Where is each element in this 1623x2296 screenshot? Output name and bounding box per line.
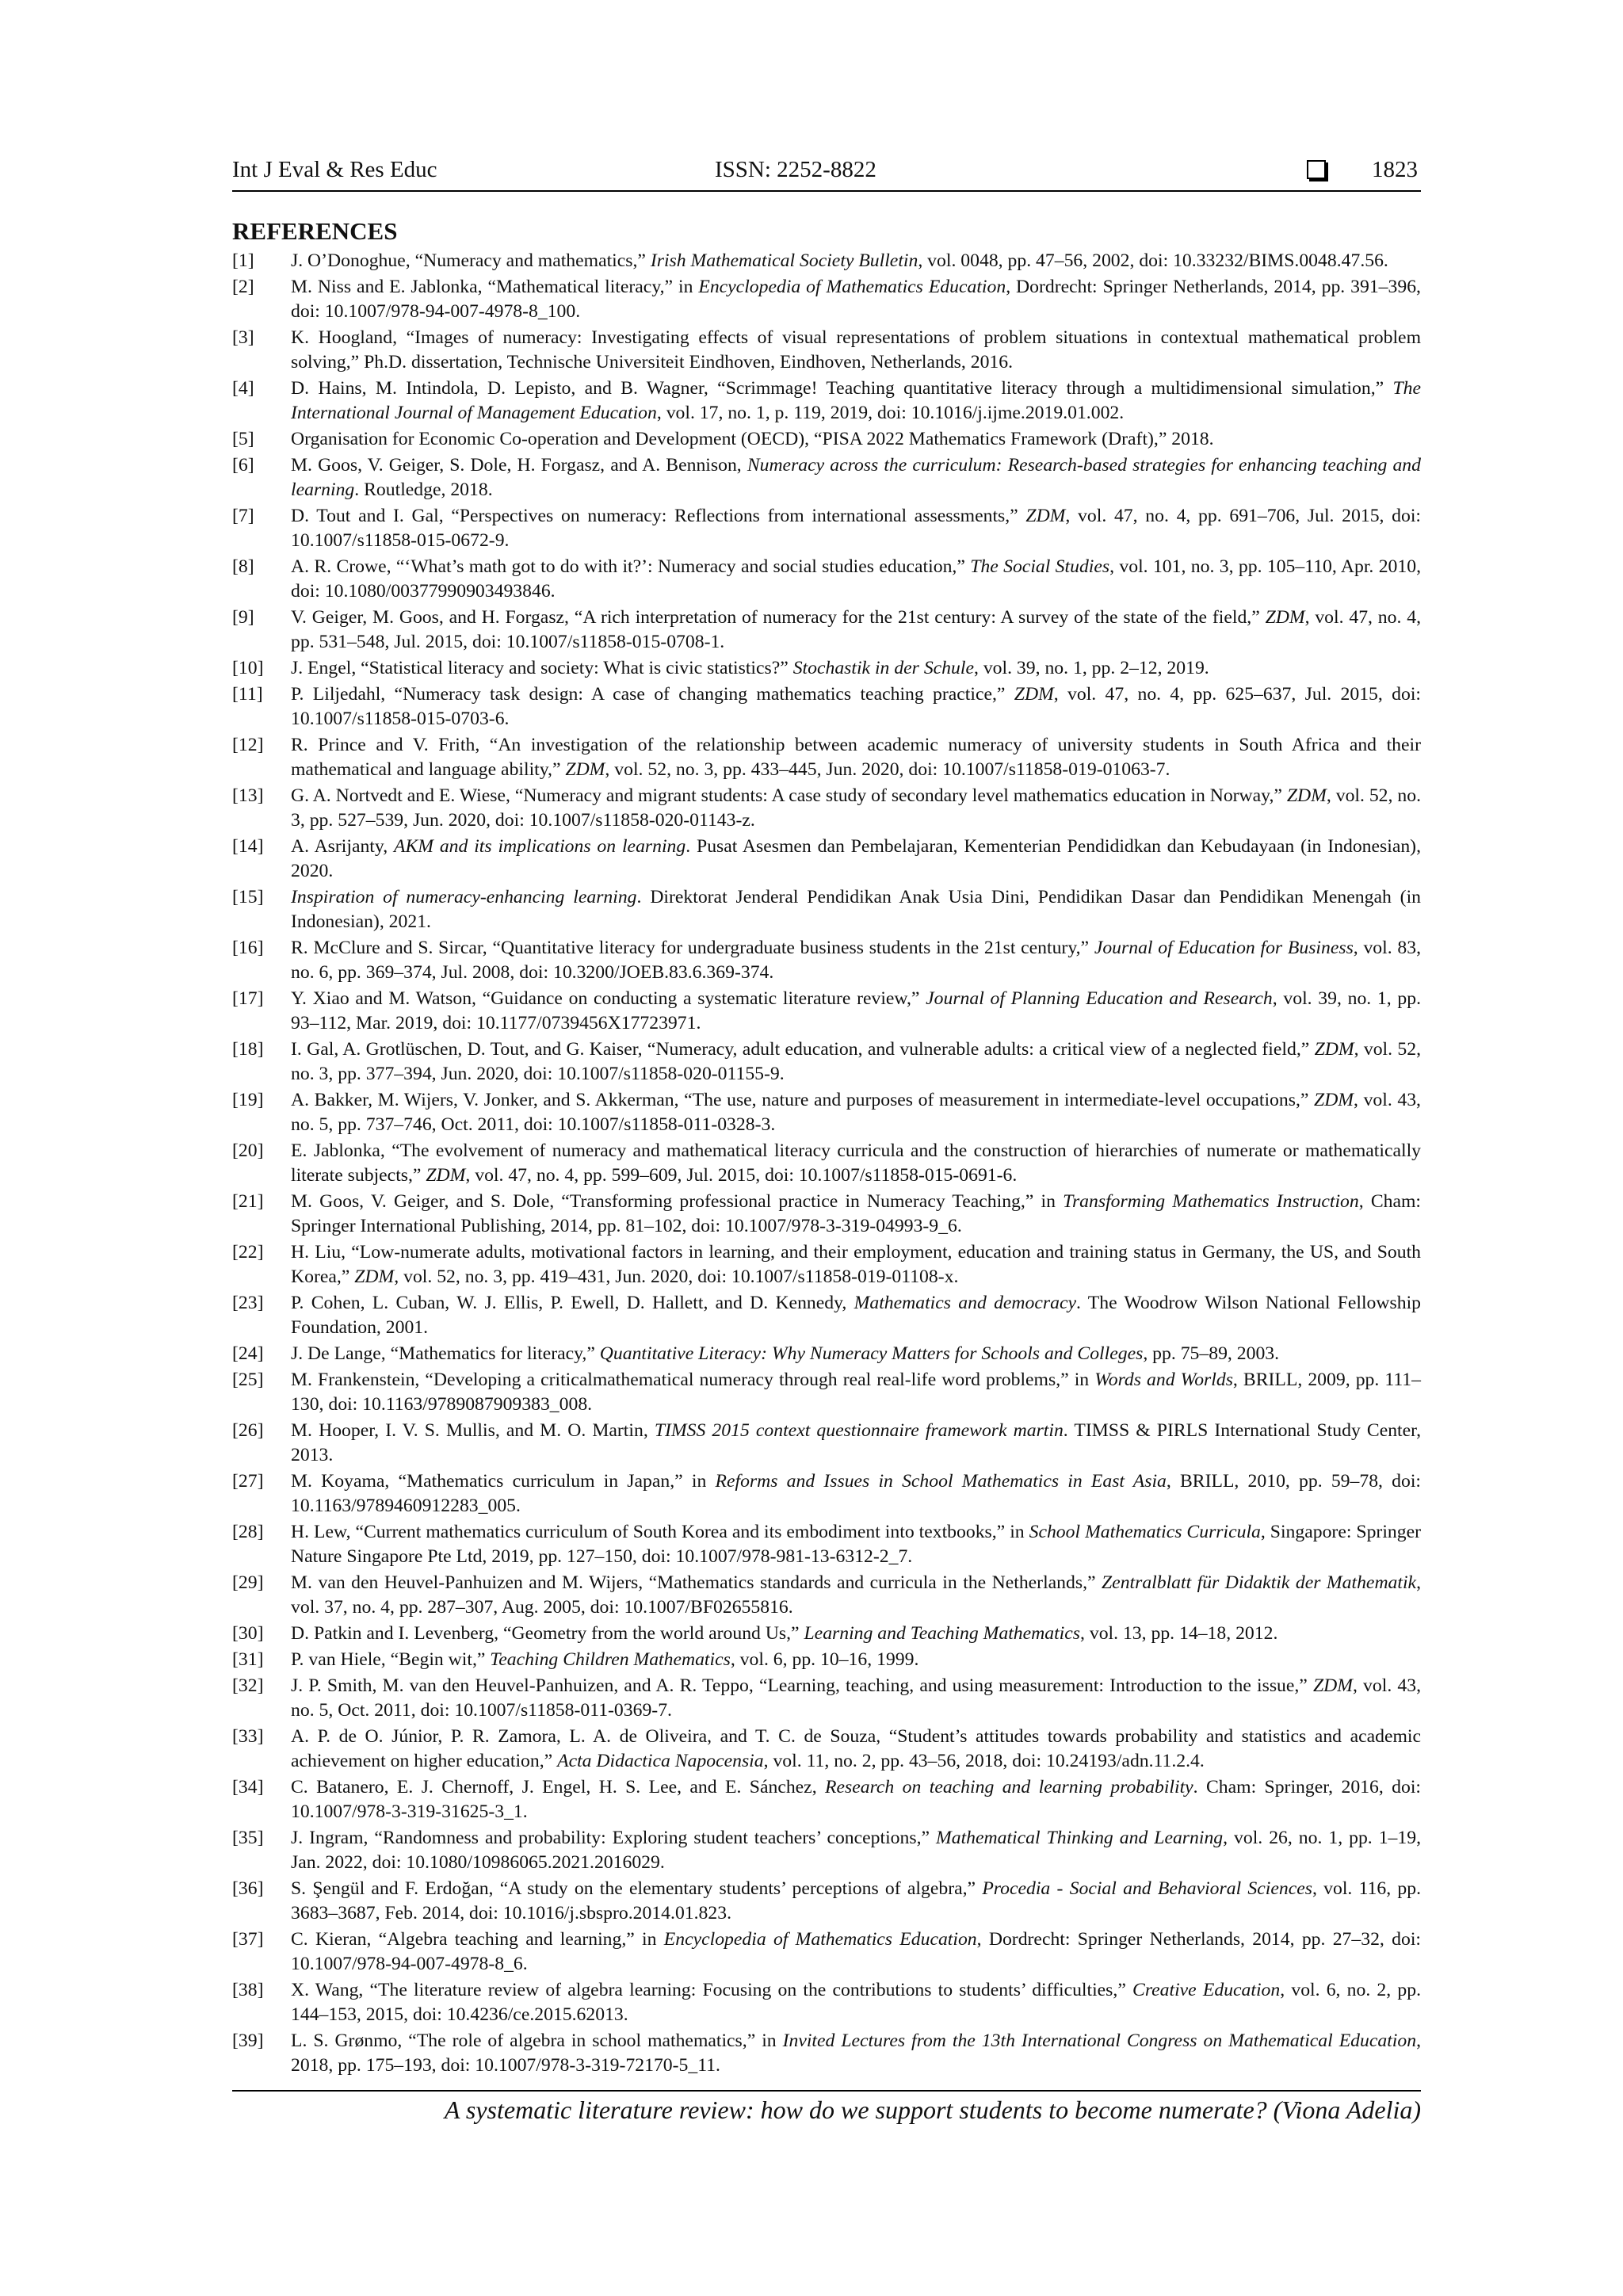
reference-item: [232, 555, 1421, 604]
reference-number: [32]: [232, 1675, 264, 1696]
reference-source-title: Stochastik in der Schule: [792, 658, 974, 678]
reference-source-title: ZDM: [1265, 607, 1305, 628]
reference-text: J. P. Smith, M. van den Heuvel-Panhuizen, and A. R. Teppo, “Learning, teaching, and using measurement: Introduction to the issue,” ZDM, vol. 43, no. 5, Oct. 2011, doi: 10.1007/s11858-011-0369-7.: [291, 1675, 1421, 1721]
issn: ISSN: 2252-8822: [715, 157, 876, 182]
reference-item: [232, 835, 1421, 884]
reference-text: M. Hooper, I. V. S. Mullis, and M. O. Martin, TIMSS 2015 context questionnaire framework martin. TIMSS & PIRLS International Study Center, 2013.: [291, 1420, 1422, 1465]
reference-item: [232, 1978, 1421, 2027]
reference-item: [232, 682, 1421, 732]
reference-source-title: School Mathematics Curricula: [1029, 1522, 1261, 1542]
reference-source-title: Creative Education: [1132, 1980, 1281, 2000]
reference-number: [35]: [232, 1828, 264, 1848]
reference-number: [18]: [232, 1039, 264, 1060]
reference-source-title: Numeracy across the curriculum: Research-based strategies for enhancing teaching and learning: [291, 455, 1421, 500]
reference-item: [232, 249, 1421, 273]
reference-number: [10]: [232, 658, 264, 678]
reference-text: P. Liljedahl, “Numeracy task design: A case of changing mathematics teaching practice,” ZDM, vol. 47, no. 4, pp. 625–637, Jul. 2015, doi: 10.1007/s11858-015-0703-6.: [291, 684, 1422, 729]
reference-text: C. Batanero, E. J. Chernoff, J. Engel, H. S. Lee, and E. Sánchez, Research on teaching and learning probability. Cham: Springer, 2016, doi: 10.1007/978-3-319-31625-3_1.: [291, 1777, 1422, 1822]
reference-number: [30]: [232, 1623, 264, 1644]
reference-item: [232, 1342, 1421, 1366]
reference-item: [232, 1622, 1421, 1646]
reference-item: [232, 1088, 1421, 1137]
reference-item: [232, 1775, 1421, 1824]
reference-source-title: ZDM: [1025, 506, 1066, 526]
reference-number: [27]: [232, 1471, 264, 1492]
reference-item: [232, 2029, 1421, 2078]
reference-number: [36]: [232, 1878, 264, 1899]
reference-item: [232, 1826, 1421, 1875]
reference-number: [15]: [232, 887, 264, 907]
reference-number: [3]: [232, 327, 254, 348]
reference-source-title: Journal of Planning Education and Research: [926, 988, 1273, 1009]
reference-item: [232, 1571, 1421, 1620]
reference-text: P. van Hiele, “Begin wit,” Teaching Children Mathematics, vol. 6, pp. 10–16, 1999.: [291, 1649, 919, 1670]
reference-text: R. Prince and V. Frith, “An investigation of the relationship between academic numeracy of university students in South Africa and their mathematical and language ability,” ZDM, vol. 52, no. 3, pp. 433–445, Jun. 2020, doi: 10.1007/s11858-019-01063-7.: [291, 735, 1421, 780]
reference-source-title: Mathematics and democracy: [854, 1293, 1076, 1313]
reference-item: [232, 1877, 1421, 1926]
references-heading: REFERENCES: [232, 217, 398, 245]
reference-source-title: Journal of Education for Business: [1094, 938, 1354, 958]
reference-number: [20]: [232, 1140, 264, 1161]
reference-text: A. Bakker, M. Wijers, V. Jonker, and S. Akkerman, “The use, nature and purposes of measurement in intermediate-level occupations,” ZDM, vol. 43, no. 5, pp. 737–746, Oct. 2011, doi: 10.1007/s11858-011-0328-3.: [291, 1090, 1421, 1135]
reference-text: M. Goos, V. Geiger, S. Dole, H. Forgasz, and A. Bennison, Numeracy across the curriculum: Research-based strategies for enhancing teaching and learning. Routledge, 2018.: [291, 455, 1421, 500]
reference-source-title: Encyclopedia of Mathematics Education: [698, 277, 1006, 297]
reference-text: M. Koyama, “Mathematics curriculum in Japan,” in Reforms and Issues in School Mathematics in East Asia, BRILL, 2010, pp. 59–78, doi: 10.1163/9789460912283_005.: [291, 1471, 1422, 1516]
reference-text: V. Geiger, M. Goos, and H. Forgasz, “A rich interpretation of numeracy for the 21st century: A survey of the state of the field,” ZDM, vol. 47, no. 4, pp. 531–548, Jul. 2015, doi: 10.1007/s11858-015-0708-1.: [291, 607, 1421, 652]
reference-text: K. Hoogland, “Images of numeracy: Investigating effects of visual representations of problem situations in contextual mathematical problem solving,” Ph.D. dissertation, Technische Universiteit Eindhoven, Eindhoven, Netherlands, 2016.: [291, 327, 1421, 372]
reference-source-title: ZDM: [426, 1165, 466, 1186]
reference-source-title: Mathematical Thinking and Learning: [936, 1828, 1224, 1848]
reference-text: H. Liu, “Low-numerate adults, motivational factors in learning, and their employment, education and training status in Germany, the US, and South Korea,” ZDM, vol. 52, no. 3, pp. 419–431, Jun. 2020, doi: 10.1007/s11858-019-01108-x.: [291, 1242, 1421, 1287]
reference-number: [11]: [232, 684, 263, 705]
reference-text: D. Tout and I. Gal, “Perspectives on numeracy: Reflections from international assessments,” ZDM, vol. 47, no. 4, pp. 691–706, Jul. 2015, doi: 10.1007/s11858-015-0672-9.: [291, 506, 1422, 551]
reference-source-title: Quantitative Literacy: Why Numeracy Matters for Schools and Colleges: [599, 1343, 1144, 1364]
reference-item: [232, 1368, 1421, 1417]
reference-item: [232, 326, 1421, 375]
reference-item: [232, 936, 1421, 985]
reference-source-title: AKM and its implications on learning: [393, 836, 686, 857]
reference-item: [232, 733, 1421, 782]
reference-text: M. van den Heuvel-Panhuizen and M. Wijers, “Mathematics standards and curricula in the Netherlands,” Zentralblatt für Didaktik der Mathematik, vol. 37, no. 4, pp. 287–307, Aug. 2005, doi: 10.1007/BF02655816.: [291, 1572, 1421, 1618]
reference-source-title: Teaching Children Mathematics: [490, 1649, 731, 1670]
reference-number: [4]: [232, 378, 254, 399]
reference-text: S. Şengül and F. Erdoğan, “A study on the elementary students’ perceptions of algebra,” Procedia - Social and Behavioral Sciences, vol. 116, pp. 3683–3687, Feb. 2014, doi: 10.1016/j.sbspro.2014.01.823.: [291, 1878, 1422, 1924]
reference-item: [232, 1725, 1421, 1774]
reference-source-title: Transforming Mathematics Instruction: [1063, 1191, 1359, 1212]
reference-item: [232, 656, 1421, 681]
reference-source-title: The Social Studies: [970, 556, 1110, 577]
reference-item: [232, 1419, 1421, 1468]
reference-text: J. De Lange, “Mathematics for literacy,” Quantitative Literacy: Why Numeracy Matters for Schools and Colleges, pp. 75–89, 2003.: [291, 1343, 1280, 1364]
reference-source-title: Reforms and Issues in School Mathematics in East Asia: [715, 1471, 1167, 1492]
reference-item: [232, 1240, 1421, 1289]
reference-number: [9]: [232, 607, 254, 628]
reference-number: [23]: [232, 1293, 264, 1313]
reference-text: C. Kieran, “Algebra teaching and learning,” in Encyclopedia of Mathematics Education, Dordrecht: Springer Netherlands, 2014, pp. 27–32, doi: 10.1007/978-94-007-4978-8_6.: [291, 1929, 1421, 1974]
reference-source-title: Encyclopedia of Mathematics Education: [663, 1929, 977, 1950]
reference-item: [232, 1037, 1421, 1087]
running-footer: A systematic literature review: how do we support students to become numerate? (Viona Adelia): [444, 2095, 1421, 2124]
reference-text: Organisation for Economic Co-operation and Development (OECD), “PISA 2022 Mathematics Framework (Draft),” 2018.: [291, 429, 1214, 449]
reference-text: R. McClure and S. Sircar, “Quantitative literacy for undergraduate business students in the 21st century,” Journal of Education for Business, vol. 83, no. 6, pp. 369–374, Jul. 2008, doi: 10.3200/JOEB.83.6.369-374.: [291, 938, 1421, 983]
reference-text: X. Wang, “The literature review of algebra learning: Focusing on the contributions to students’ difficulties,” Creative Education, vol. 6, no. 2, pp. 144–153, 2015, doi: 10.4236/ce.2015.62013.: [291, 1980, 1421, 2025]
reference-number: [2]: [232, 277, 254, 297]
reference-item: [232, 1291, 1421, 1340]
reference-source-title: ZDM: [1014, 684, 1054, 705]
reference-number: [28]: [232, 1522, 264, 1542]
reference-number: [34]: [232, 1777, 264, 1797]
reference-item: [232, 1927, 1421, 1977]
reference-number: [17]: [232, 988, 264, 1009]
reference-text: Inspiration of numeracy-enhancing learning. Direktorat Jenderal Pendidikan Anak Usia Dini, Pendidikan Dasar dan Pendidikan Menengah (in Indonesian), 2021.: [291, 887, 1421, 932]
reference-number: [7]: [232, 506, 254, 526]
reference-text: H. Lew, “Current mathematics curriculum of South Korea and its embodiment into textbooks,” in School Mathematics Curricula, Singapore: Springer Nature Singapore Pte Ltd, 2019, pp. 127–150, doi: 10.1007/978-981-13-6312-2_7.: [291, 1522, 1421, 1567]
reference-number: [5]: [232, 429, 254, 449]
footer-rule: [232, 2090, 1421, 2092]
reference-item: [232, 1648, 1421, 1672]
reference-item: [232, 1520, 1421, 1569]
reference-source-title: ZDM: [1312, 1675, 1353, 1696]
reference-item: [232, 275, 1421, 324]
reference-source-title: ZDM: [565, 759, 605, 780]
reference-item: [232, 784, 1421, 833]
reference-number: [38]: [232, 1980, 264, 2000]
reference-number: [31]: [232, 1649, 264, 1670]
reference-text: A. P. de O. Júnior, P. R. Zamora, L. A. de Oliveira, and T. C. de Souza, “Student’s attitudes towards probability and statistics and academic achievement on higher education,” Acta Didactica Napocensia, vol. 11, no. 2, pp. 43–56, 2018, doi: 10.24193/adn.11.2.4.: [291, 1726, 1421, 1771]
reference-source-title: Acta Didactica Napocensia: [557, 1751, 764, 1771]
reference-item: [232, 1190, 1421, 1239]
reference-number: [19]: [232, 1090, 264, 1110]
reference-text: M. Niss and E. Jablonka, “Mathematical literacy,” in Encyclopedia of Mathematics Education, Dordrecht: Springer Netherlands, 2014, pp. 391–396, doi: 10.1007/978-94-007-4978-8_100.: [291, 277, 1421, 322]
reference-number: [13]: [232, 785, 264, 806]
reference-text: M. Goos, V. Geiger, and S. Dole, “Transforming professional practice in Numeracy Teaching,” in Transforming Mathematics Instruction, Cham: Springer International Publishing, 2014, pp. 81–102, doi: 10.1007/978-3-319-04993-9_6.: [291, 1191, 1421, 1236]
journal-name: Int J Eval & Res Educ: [232, 157, 437, 182]
reference-number: [14]: [232, 836, 264, 857]
reference-text: D. Hains, M. Intindola, D. Lepisto, and B. Wagner, “Scrimmage! Teaching quantitative literacy through a multidimensional simulation,” The International Journal of Management Education, vol. 17, no. 1, p. 119, 2019, doi: 10.1016/j.ijme.2019.01.002.: [291, 378, 1421, 423]
reference-list: [232, 249, 1421, 2080]
reference-number: [33]: [232, 1726, 264, 1747]
reference-item: [232, 453, 1421, 502]
reference-number: [22]: [232, 1242, 264, 1263]
reference-item: [232, 885, 1421, 934]
reference-source-title: ZDM: [1286, 785, 1327, 806]
running-header: [232, 155, 1421, 192]
reference-text: M. Frankenstein, “Developing a criticalmathematical numeracy through real real-life word problems,” in Words and Worlds, BRILL, 2009, pp. 111–130, doi: 10.1163/9789087909383_008.: [291, 1370, 1421, 1415]
reference-source-title: Irish Mathematical Society Bulletin: [650, 250, 918, 271]
reference-text: J. Ingram, “Randomness and probability: Exploring student teachers’ conceptions,” Mathematical Thinking and Learning, vol. 26, no. 1, pp. 1–19, Jan. 2022, doi: 10.1080/10986065.2021.2016029.: [291, 1828, 1421, 1873]
reference-source-title: TIMSS 2015 context questionnaire framework martin: [654, 1420, 1064, 1441]
reference-source-title: ZDM: [1314, 1039, 1354, 1060]
reference-number: [24]: [232, 1343, 264, 1364]
reference-text: P. Cohen, L. Cuban, W. J. Ellis, P. Ewell, D. Hallett, and D. Kennedy, Mathematics and democracy. The Woodrow Wilson National Fellowship Foundation, 2001.: [291, 1293, 1421, 1338]
reference-item: [232, 1469, 1421, 1519]
reference-text: J. Engel, “Statistical literacy and society: What is civic statistics?” Stochastik in der Schule, vol. 39, no. 1, pp. 2–12, 2019.: [291, 658, 1209, 678]
reference-source-title: The International Journal of Management Education: [291, 378, 1421, 423]
reference-number: [16]: [232, 938, 264, 958]
reference-number: [37]: [232, 1929, 264, 1950]
reference-number: [26]: [232, 1420, 264, 1441]
reference-item: [232, 376, 1421, 426]
reference-source-title: Zentralblatt für Didaktik der Mathematik: [1102, 1572, 1417, 1593]
reference-source-title: Learning and Teaching Mathematics: [804, 1623, 1080, 1644]
reference-number: [39]: [232, 2030, 264, 2051]
reference-text: D. Patkin and I. Levenberg, “Geometry from the world around Us,” Learning and Teaching Mathematics, vol. 13, pp. 14–18, 2012.: [291, 1623, 1278, 1644]
square-box-icon: [1307, 160, 1326, 179]
reference-text: E. Jablonka, “The evolvement of numeracy and mathematical literacy curricula and the construction of hierarchies of numerate or mathematically literate subjects,” ZDM, vol. 47, no. 4, pp. 599–609, Jul. 2015, doi: 10.1007/s11858-015-0691-6.: [291, 1140, 1421, 1186]
reference-source-title: Procedia - Social and Behavioral Sciences: [982, 1878, 1312, 1899]
reference-text: I. Gal, A. Grotlüschen, D. Tout, and G. Kaiser, “Numeracy, adult education, and vulnerable adults: a critical view of a neglected field,” ZDM, vol. 52, no. 3, pp. 377–394, Jun. 2020, doi: 10.1007/s11858-020-01155-9.: [291, 1039, 1421, 1084]
reference-text: A. R. Crowe, “‘What’s math got to do with it?’: Numeracy and social studies education,” The Social Studies, vol. 101, no. 3, pp. 105–110, Apr. 2010, doi: 10.1080/00377990903493846.: [291, 556, 1421, 602]
reference-number: [1]: [232, 250, 254, 271]
reference-number: [8]: [232, 556, 254, 577]
reference-number: [29]: [232, 1572, 264, 1593]
reference-number: [21]: [232, 1191, 264, 1212]
reference-item: [232, 504, 1421, 553]
page-number: 1823: [1372, 157, 1418, 182]
reference-item: [232, 1674, 1421, 1723]
reference-source-title: Inspiration of numeracy-enhancing learning: [291, 887, 637, 907]
reference-text: Y. Xiao and M. Watson, “Guidance on conducting a systematic literature review,” Journal of Planning Education and Research, vol. 39, no. 1, pp. 93–112, Mar. 2019, doi: 10.1177/0739456X17723971.: [291, 988, 1421, 1033]
reference-number: [12]: [232, 735, 264, 755]
reference-text: G. A. Nortvedt and E. Wiese, “Numeracy and migrant students: A case study of secondary level mathematics education in Norway,” ZDM, vol. 52, no. 3, pp. 527–539, Jun. 2020, doi: 10.1007/s11858-020-01143-z.: [291, 785, 1421, 831]
reference-text: A. Asrijanty, AKM and its implications on learning. Pusat Asesmen dan Pembelajaran, Kementerian Pendididkan dan Kebudayaan (in Indonesian), 2020.: [291, 836, 1421, 881]
reference-source-title: Words and Worlds: [1094, 1370, 1233, 1390]
reference-source-title: Invited Lectures from the 13th International Congress on Mathematical Education: [782, 2030, 1417, 2051]
reference-item: [232, 427, 1421, 452]
reference-source-title: ZDM: [1314, 1090, 1354, 1110]
reference-item: [232, 606, 1421, 655]
reference-text: J. O’Donoghue, “Numeracy and mathematics,” Irish Mathematical Society Bulletin, vol. 0048, pp. 47–56, 2002, doi: 10.33232/BIMS.0048.47.56.: [291, 250, 1388, 271]
reference-text: L. S. Grønmo, “The role of algebra in school mathematics,” in Invited Lectures from the 13th International Congress on Mathematical Education, 2018, pp. 175–193, doi: 10.1007/978-3-319-72170-5_11.: [291, 2030, 1421, 2076]
reference-source-title: ZDM: [354, 1266, 395, 1287]
reference-source-title: Research on teaching and learning probability: [825, 1777, 1193, 1797]
reference-item: [232, 987, 1421, 1036]
reference-number: [6]: [232, 455, 254, 476]
reference-number: [25]: [232, 1370, 264, 1390]
reference-item: [232, 1139, 1421, 1188]
